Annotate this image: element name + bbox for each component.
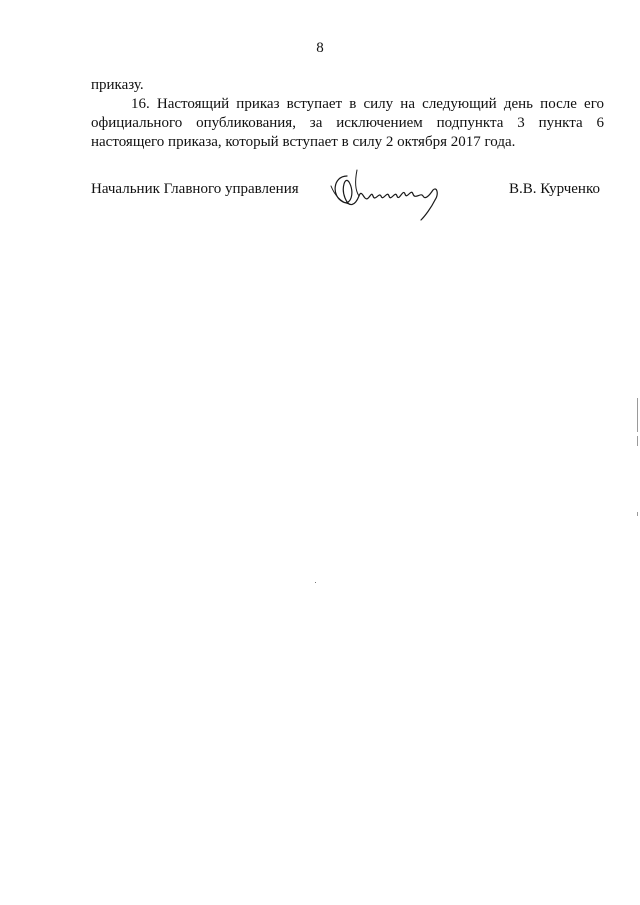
body-paragraph-16-line-2: официального опубликования, за исключением подпункта 3 пункта 6	[91, 115, 604, 131]
scan-edge-mark	[637, 398, 638, 432]
scan-speck	[315, 582, 316, 583]
signatory-name: В.В. Курченко	[508, 181, 600, 197]
document-body	[91, 76, 604, 152]
body-paragraph-16-line-3: настоящего приказа, который вступает в силу 2 октября 2017 года.	[91, 134, 516, 150]
scan-edge-mark	[637, 512, 638, 516]
body-paragraph-16-line-1: 16. Настоящий приказ вступает в силу на следующий день после его	[131, 96, 604, 112]
handwritten-signature	[325, 166, 465, 226]
scan-edge-mark	[637, 436, 638, 446]
signature-block	[0, 166, 640, 236]
body-line-continuation: приказу.	[91, 77, 144, 93]
page-number: 8	[316, 40, 324, 56]
signatory-title: Начальник Главного управления	[91, 181, 299, 197]
